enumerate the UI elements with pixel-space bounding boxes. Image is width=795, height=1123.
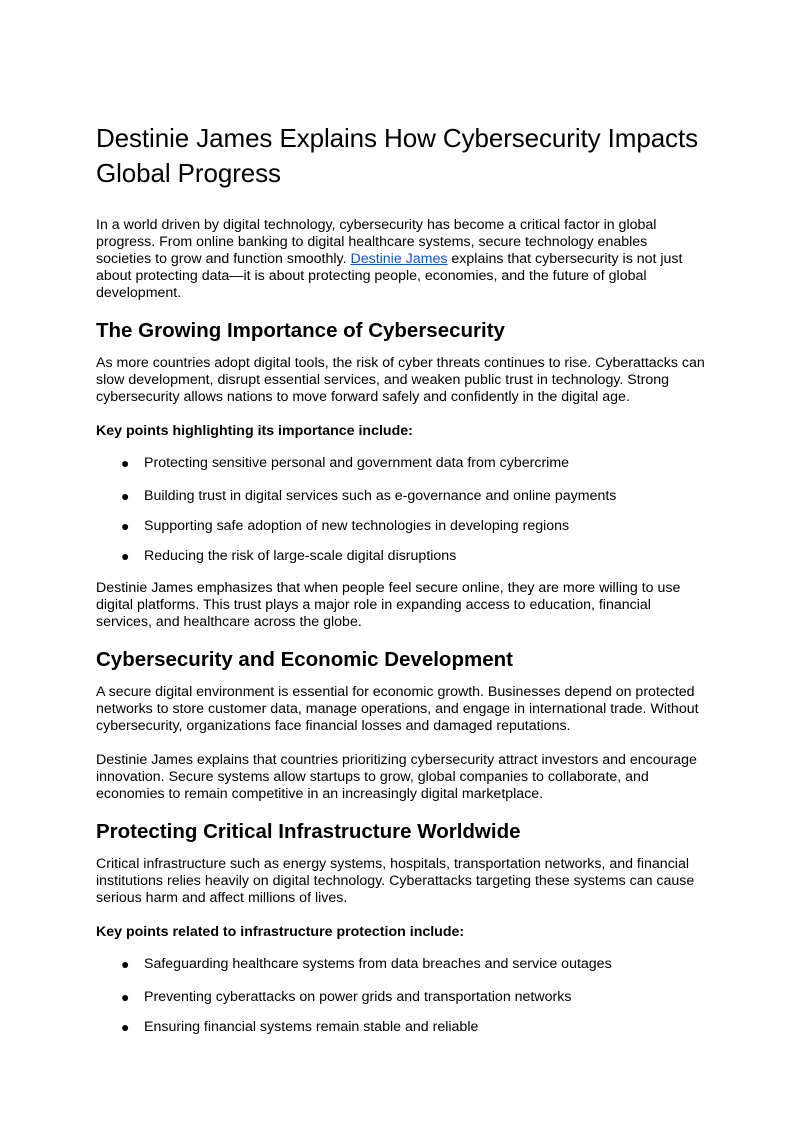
section-heading-importance: The Growing Importance of Cybersecurity: [96, 319, 505, 342]
economic-paragraph-1: A secure digital environment is essential for economic growth. Businesses depend on protected networks to store customer data, manage operations, and engage in international trade. Without cybersecurity, organizations face financial losses and damaged reputations.: [96, 684, 699, 734]
list-item: ● Supporting safe adoption of new technologies in developing regions: [121, 518, 570, 534]
importance-paragraph-2: Destinie James emphasizes that when people feel secure online, they are more willing to use digital platforms. This trust plays a major role in expanding access to education, financial services, and healthcare across the globe.: [96, 580, 681, 630]
bullet-icon: ●: [121, 548, 130, 564]
section-heading-infrastructure: Protecting Critical Infrastructure Worldwide: [96, 820, 521, 843]
importance-paragraph-1: As more countries adopt digital tools, the risk of cyber threats continues to rise. Cyberattacks can slow development, disrupt essential services, and weaken public trust in technology. Strong cybersecurity allows nations to move forward safely and confidently in the digital age.: [96, 355, 705, 405]
section-heading-economic: Cybersecurity and Economic Development: [96, 648, 513, 671]
list-item: ● Ensuring financial systems remain stable and reliable: [121, 1019, 479, 1035]
bullet-icon: ●: [121, 488, 130, 504]
infrastructure-paragraph-1: Critical infrastructure such as energy systems, hospitals, transportation networks, and financial institutions relies heavily on digital technology. Cyberattacks targeting these systems can cause serious harm and affect millions of lives.: [96, 856, 695, 906]
list-item: ● Preventing cyberattacks on power grids and transportation networks: [121, 989, 572, 1005]
intro-paragraph: [96, 217, 706, 302]
list-item: ● Safeguarding healthcare systems from data breaches and service outages: [121, 956, 612, 972]
bullet-icon: ●: [121, 1019, 130, 1035]
list-item: ● Building trust in digital services such as e-governance and online payments: [121, 488, 617, 504]
list-item: ● Reducing the risk of large-scale digital disruptions: [121, 548, 457, 564]
destinie-james-link[interactable]: Destinie James: [350, 251, 448, 267]
importance-key-points-label: Key points highlighting its importance include:: [96, 423, 413, 439]
intro-text-after-link: explains that cybersecurity is not just about protecting data—it is about protecting people, economies, and the future of global development.: [96, 251, 683, 301]
bullet-icon: ●: [121, 455, 130, 471]
importance-bullet-list: [96, 455, 706, 565]
document-body: [96, 121, 706, 1036]
bullet-icon: ●: [121, 989, 130, 1005]
list-item: ● Protecting sensitive personal and government data from cybercrime: [121, 455, 570, 471]
page-title: Destinie James Explains How Cybersecurity Impacts Global Progress: [96, 123, 698, 188]
bullet-icon: ●: [121, 956, 130, 972]
intro-text-before-link: In a world driven by digital technology, cybersecurity has become a critical factor in global progress. From online banking to digital healthcare systems, secure technology enables societies to grow and function smoothly.: [96, 217, 657, 267]
infrastructure-key-points-label: Key points related to infrastructure protection include:: [96, 924, 465, 940]
economic-paragraph-2: Destinie James explains that countries prioritizing cybersecurity attract investors and encourage innovation. Secure systems allow startups to grow, global companies to collaborate, and economies to remain competitive in an increasingly digital marketplace.: [96, 752, 697, 802]
infrastructure-bullet-list: [96, 956, 706, 1036]
bullet-icon: ●: [121, 518, 130, 534]
